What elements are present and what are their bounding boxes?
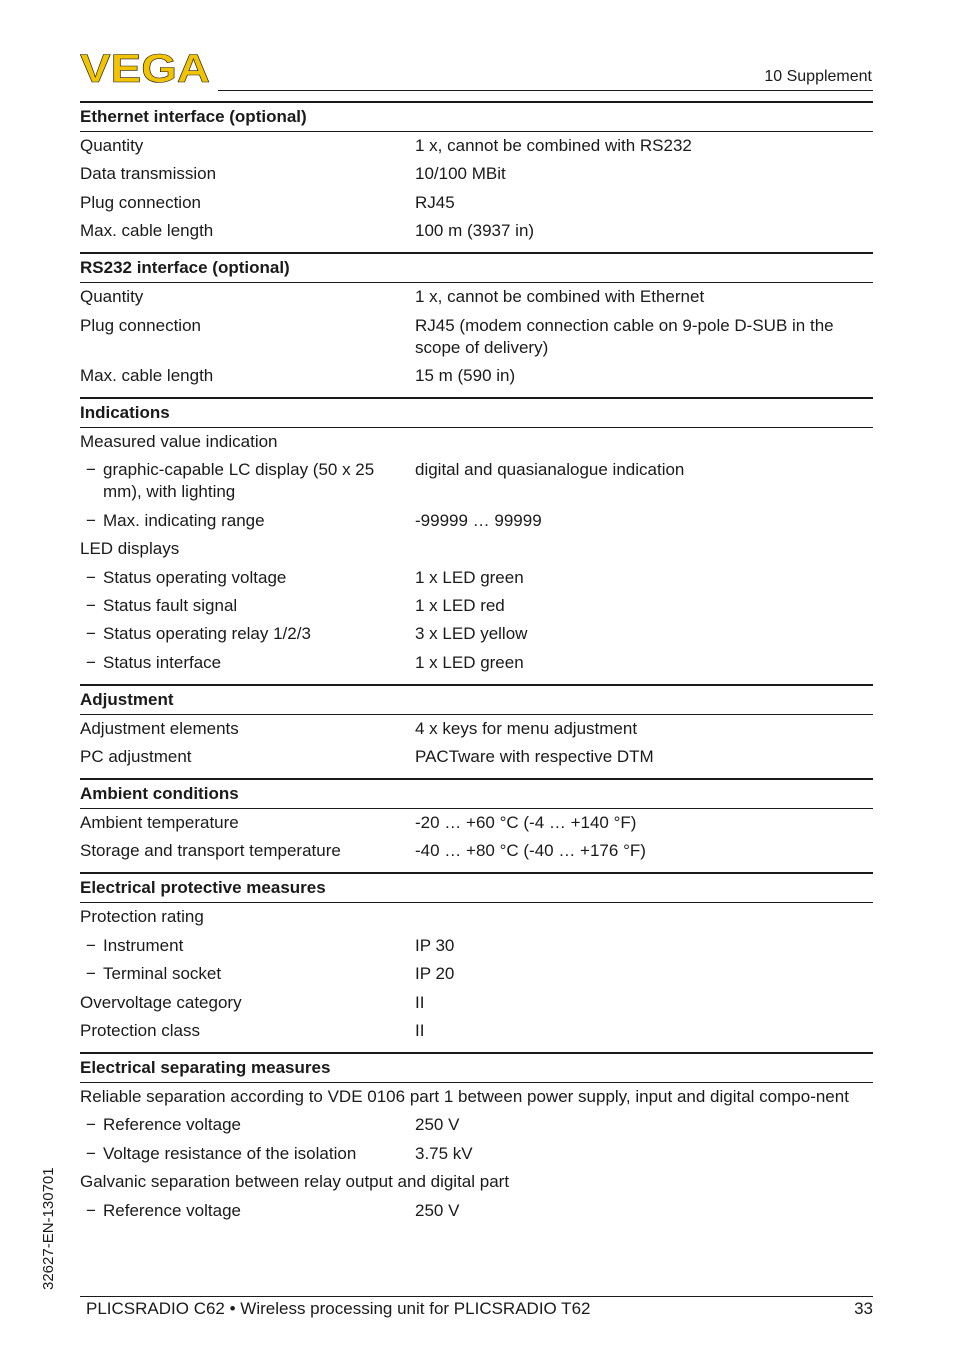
spec-value: II [415,992,425,1012]
spec-value: 1 x LED red [415,595,505,615]
spec-label: − Status operating relay 1/2/3 [80,623,415,645]
spec-label: Adjustment elements [80,718,239,738]
spec-row [80,840,873,862]
spec-label: − Status interface [80,652,415,674]
spec-label: Protection rating [80,907,204,927]
spec-label: − Voltage resistance of the isolation [80,1143,415,1165]
section-rs232 [80,252,873,387]
spec-value: II [415,1021,425,1041]
spec-value [415,906,873,928]
section-title: Adjustment [80,686,873,715]
spec-row [80,652,873,674]
spec-label: − Status fault signal [80,595,415,617]
spec-value: IP 30 [415,935,455,955]
spec-value: RJ45 (modem connection cable on 9-pole D-SUB in the scope of delivery) [415,315,834,357]
spec-label: Max. cable length [80,221,214,241]
spec-row [80,992,873,1014]
spec-label: − Status operating voltage [80,567,415,589]
spec-value: IP 20 [415,964,455,984]
header-divider [218,90,873,91]
spec-value: 3 x LED yellow [415,624,528,644]
spec-row [80,1171,873,1193]
spec-label: Reliable separation according to VDE 0106 part 1 between power supply, input and digital compo-nent [80,1087,849,1107]
spec-value: 250 V [415,1200,460,1220]
spec-label: − Reference voltage [80,1114,415,1136]
spec-row [80,1200,873,1222]
section-title: Ambient conditions [80,780,873,809]
spec-row [80,1114,873,1136]
spec-value: digital and quasianalogue indication [415,460,685,480]
section-title: Indications [80,399,873,428]
spec-label: Quantity [80,287,144,307]
spec-value: -99999 … 99999 [415,510,542,530]
spec-value: 1 x LED green [415,567,524,587]
section-title: Ethernet interface (optional) [80,103,873,132]
spec-label: − Instrument [80,935,415,957]
spec-row [80,365,873,387]
spec-value [415,431,873,453]
spec-row [80,192,873,214]
spec-label: − graphic-capable LC display (50 x 25 mm), with lighting [80,459,415,503]
spec-row [80,163,873,185]
spec-value: 3.75 kV [415,1143,473,1163]
spec-label: Plug connection [80,315,201,335]
section-ambient [80,778,873,862]
spec-value: 4 x keys for menu adjustment [415,718,638,738]
spec-row [80,906,873,928]
spec-label: Overvoltage category [80,992,242,1012]
spec-label: Galvanic separation between relay output and digital part [80,1172,510,1192]
spec-row [80,286,873,308]
spec-row [80,1020,873,1042]
spec-label: Protection class [80,1021,200,1041]
spec-label: Quantity [80,136,144,155]
spec-row [80,812,873,834]
spec-row [80,746,873,768]
spec-row [80,459,873,503]
section-title: Electrical protective measures [80,874,873,903]
spec-value: PACTware with respective DTM [415,747,654,767]
spec-label: LED displays [80,539,180,559]
spec-label: Storage and transport temperature [80,841,341,861]
footer-divider [80,1296,873,1297]
spec-value: 250 V [415,1115,460,1135]
section-title: RS232 interface (optional) [80,254,873,283]
spec-value: 1 x, cannot be combined with RS232 [415,136,692,155]
spec-row [80,538,873,560]
spec-row [80,135,873,157]
vega-logo [80,50,212,86]
spec-value: 10/100 MBit [415,164,506,184]
spec-row [80,623,873,645]
spec-row [80,1086,873,1108]
spec-value: RJ45 [415,192,455,212]
section-protective [80,872,873,1042]
svg-text:VEGA: VEGA [80,50,210,86]
spec-value: -20 … +60 °C (-4 … +140 °F) [415,813,637,833]
footer-title: PLICSRADIO C62 • Wireless processing unit for PLICSRADIO T62 [86,1299,591,1318]
spec-label: Max. cable length [80,365,214,385]
section-adjustment [80,684,873,768]
spec-value: 15 m (590 in) [415,365,516,385]
spec-label: − Max. indicating range [80,510,415,532]
spec-row [80,220,873,242]
spec-value: 100 m (3937 in) [415,221,535,241]
spec-row [80,1143,873,1165]
spec-label: Measured value indication [80,431,278,451]
spec-label: Data transmission [80,164,217,184]
spec-value: -40 … +80 °C (-40 … +176 °F) [415,841,646,861]
spec-label: PC adjustment [80,747,192,767]
document-code: 32627-EN-130701 [40,1167,57,1290]
chapter-header: 10 Supplement [764,68,872,85]
spec-row [80,510,873,532]
spec-content [80,101,873,1232]
spec-row [80,963,873,985]
section-ethernet [80,101,873,242]
spec-label: Ambient temperature [80,813,239,833]
spec-row [80,935,873,957]
spec-label: Plug connection [80,192,201,212]
spec-label: − Reference voltage [80,1200,415,1222]
spec-row [80,431,873,453]
section-title: Electrical separating measures [80,1054,873,1083]
spec-value: 1 x, cannot be combined with Ethernet [415,287,705,307]
spec-row [80,567,873,589]
spec-value [415,538,873,560]
spec-row [80,718,873,740]
page-number: 33 [854,1299,873,1318]
spec-value: 1 x LED green [415,652,524,672]
spec-label: − Terminal socket [80,963,415,985]
spec-row [80,315,873,359]
section-indications [80,397,873,674]
spec-row [80,595,873,617]
section-separating [80,1052,873,1222]
